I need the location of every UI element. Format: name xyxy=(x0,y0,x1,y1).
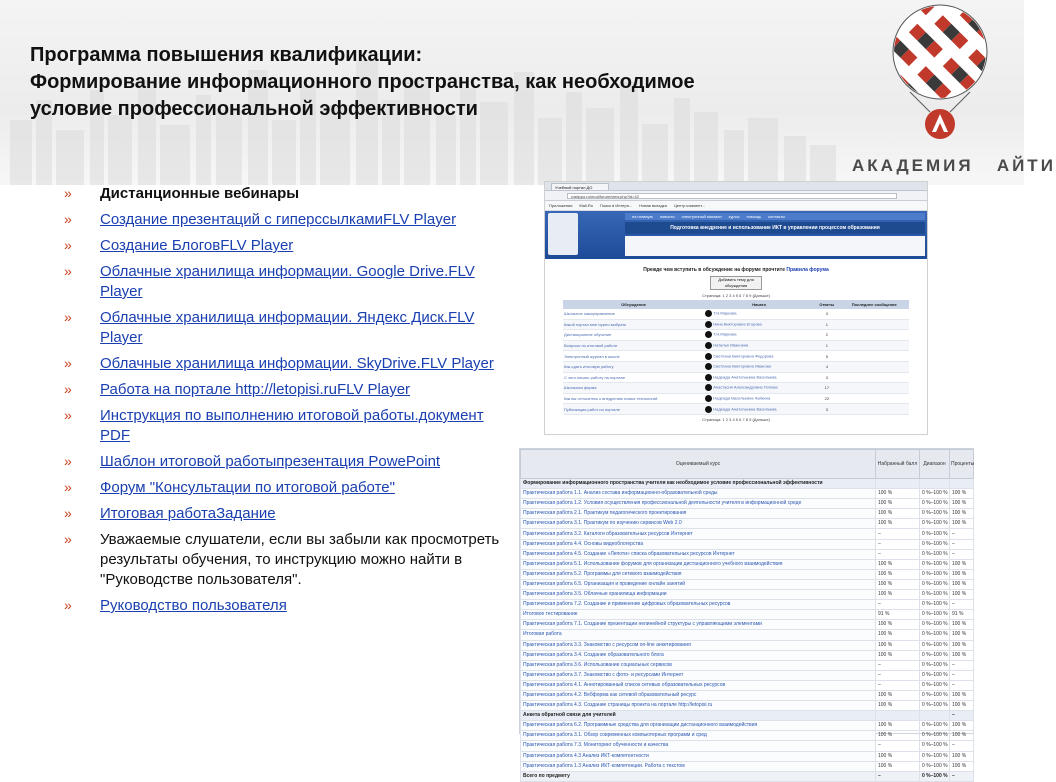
forum-author[interactable]: Светлана Викторовна Федорова xyxy=(704,351,814,362)
grade-item-name[interactable]: Практическая работа 1.2. Условия осуществления профессиональной деятельности учителя в информационной среде xyxy=(521,499,876,509)
forum-author[interactable]: Т.Н.Маркова xyxy=(704,309,814,319)
portal-login-panel xyxy=(625,236,925,256)
grade-percent: 100 % xyxy=(950,721,974,731)
grade-score: 100 % xyxy=(876,519,920,529)
grade-score: 100 % xyxy=(876,590,920,600)
grade-percent: – xyxy=(950,711,974,721)
grade-range: 0 %–100 % xyxy=(920,539,950,549)
forum-rules-link[interactable]: Правила форума xyxy=(786,267,829,273)
resource-link-item[interactable] xyxy=(64,262,504,302)
avatar-icon xyxy=(705,395,712,402)
grade-range: 0 %–100 % xyxy=(920,640,950,650)
grade-score: – xyxy=(876,549,920,559)
forum-prompt xyxy=(563,267,909,273)
grade-item-name[interactable]: Практическая работа 1.1. Анализ состава информационно-образовательной среды xyxy=(521,489,876,499)
grade-item-name[interactable]: Практическая работа 6.2. Программные средства для организации дистанционного взаимодействия xyxy=(521,721,876,731)
grade-row xyxy=(521,711,974,721)
grade-score: 91 % xyxy=(876,610,920,620)
grade-range: 0 %–100 % xyxy=(920,600,950,610)
grade-percent: 100 % xyxy=(950,761,974,771)
forum-column-header: Обсуждение xyxy=(563,300,704,309)
grade-item-name[interactable]: Практическая работа 3.7. Знакомство с фото- и ресурсами Интернет xyxy=(521,670,876,680)
forum-author[interactable]: Наталья Ивановна xyxy=(704,340,814,351)
grade-score: – xyxy=(876,771,920,781)
grade-score: 100 % xyxy=(876,731,920,741)
grade-score: 100 % xyxy=(876,569,920,579)
bullet-marker-icon: » xyxy=(64,211,72,227)
grade-score: 100 % xyxy=(876,751,920,761)
bullet-marker-icon: » xyxy=(64,237,72,253)
grade-percent: 100 % xyxy=(950,751,974,761)
grade-percent: 91 % xyxy=(950,610,974,620)
grade-row xyxy=(521,579,974,589)
grade-percent: 100 % xyxy=(950,509,974,519)
forum-body xyxy=(545,259,927,422)
grade-item-name[interactable]: Практическая работа 3.1. Практикум по изучению сервисов Web 2.0 xyxy=(521,519,876,529)
forum-column-header: Начато xyxy=(704,300,814,309)
forum-row xyxy=(563,309,909,319)
grades-screenshot xyxy=(519,448,975,779)
grade-row xyxy=(521,640,974,650)
forum-author[interactable]: Анастасия Александровна Попова xyxy=(704,383,814,394)
forum-last-post xyxy=(839,319,909,330)
grade-item-name[interactable]: Практическая работа 6.5. Организация и проведение онлайн занятий xyxy=(521,579,876,589)
forum-row xyxy=(563,404,909,415)
bullet-marker-icon: » xyxy=(64,309,72,325)
grade-range: 0 %–100 % xyxy=(920,509,950,519)
avatar-icon xyxy=(705,384,712,391)
resource-link-item[interactable] xyxy=(64,354,504,374)
avatar-icon xyxy=(705,353,712,360)
resource-link-item[interactable] xyxy=(64,406,504,446)
bullet-marker-icon: » xyxy=(64,479,72,495)
grade-item-name[interactable]: Итоговое тестирование xyxy=(521,610,876,620)
grade-item-name[interactable]: Практическая работа 4.3 Анализ ИКТ-компетентности xyxy=(521,751,876,761)
grade-score xyxy=(876,711,920,721)
grade-row xyxy=(521,479,974,489)
bullet-marker-icon: » xyxy=(64,355,72,371)
grade-percent: 100 % xyxy=(950,590,974,600)
grade-score: – xyxy=(876,670,920,680)
grades-column-header: Проценты xyxy=(950,450,974,479)
resource-link[interactable]: Работа на портале http://letopisi.ruFLV Player xyxy=(100,381,411,398)
avatar-icon xyxy=(705,374,712,381)
resource-link[interactable]: Облачные хранилища информации. SkyDrive.FLV Player xyxy=(100,355,494,372)
grade-percent: 100 % xyxy=(950,650,974,660)
grade-row xyxy=(521,650,974,660)
grade-range: 0 %–100 % xyxy=(920,559,950,569)
grade-row xyxy=(521,569,974,579)
title-line-1: Программа повышения квалификации: xyxy=(30,44,423,66)
avatar-icon xyxy=(705,321,712,328)
grades-column-header: Диапазон xyxy=(920,450,950,479)
grade-item-name[interactable]: Практическая работа 1.3 Анализ ИКТ-компетенции. Работа с текстом xyxy=(521,761,876,771)
resource-link-item[interactable] xyxy=(64,478,504,498)
grade-percent: 100 % xyxy=(950,640,974,650)
grade-range: 0 %–100 % xyxy=(920,771,950,781)
text-item xyxy=(64,530,504,590)
grade-range: 0 %–100 % xyxy=(920,579,950,589)
forum-topic-link[interactable]: Как вы относитесь к внедрению новых технологий xyxy=(563,393,704,404)
grade-percent: – xyxy=(950,680,974,690)
grade-percent: – xyxy=(950,660,974,670)
resource-link-item[interactable] xyxy=(64,380,504,400)
grade-row xyxy=(521,529,974,539)
grade-row xyxy=(521,610,974,620)
forum-author[interactable]: Надежда Анатольевна Васильева xyxy=(704,404,814,415)
grade-range: 0 %–100 % xyxy=(920,620,950,630)
grade-row xyxy=(521,509,974,519)
avatar-icon xyxy=(705,406,712,413)
forum-author[interactable]: Нина Викторовна Егорова xyxy=(704,319,814,330)
forum-row xyxy=(563,319,909,330)
grade-range: 0 %–100 % xyxy=(920,670,950,680)
portal-nav-item[interactable]: электронный магазин xyxy=(681,214,722,219)
grade-score: – xyxy=(876,600,920,610)
forum-author[interactable]: Т.Н.Маркова xyxy=(704,330,814,341)
forum-topic-link[interactable]: Публикация работ на портале xyxy=(563,404,704,415)
resource-link-item[interactable] xyxy=(64,308,504,348)
grade-row xyxy=(521,761,974,771)
forum-replies: 3 xyxy=(814,309,839,319)
grade-range: 0 %–100 % xyxy=(920,761,950,771)
grade-percent: 100 % xyxy=(950,519,974,529)
grade-percent: 100 % xyxy=(950,731,974,741)
grade-item-name[interactable]: Практическая работа 3.6. Использование социальных сервисов xyxy=(521,660,876,670)
grade-row xyxy=(521,731,974,741)
grade-score: 100 % xyxy=(876,701,920,711)
resource-link[interactable]: Создание БлоговFLV Player xyxy=(100,237,294,254)
forum-replies: 5 xyxy=(814,351,839,362)
forum-row xyxy=(563,361,909,372)
portal-banner: Подготовка внедрение и использование ИКТ в управлении процессом образования xyxy=(625,222,925,234)
grade-item-name[interactable]: Практическая работа 2.1. Практикум педагогического проектирования xyxy=(521,509,876,519)
grade-item-name[interactable]: Практическая работа 5.1. Использование форумов для организации дистанционного учебного взаимодействия xyxy=(521,559,876,569)
portal-nav-item[interactable]: контакты xyxy=(768,214,786,219)
grade-range: 0 %–100 % xyxy=(920,590,950,600)
grade-row xyxy=(521,549,974,559)
forum-topic-link[interactable]: Электронный журнал в школе xyxy=(563,351,704,362)
grade-score xyxy=(876,479,920,489)
forum-author[interactable]: Надежда Васильевна Чайкина xyxy=(704,393,814,404)
resource-link[interactable]: Форум "Консультации по итоговой работе" xyxy=(100,479,395,496)
bookmark-item[interactable]: Новая вкладка xyxy=(639,203,667,208)
grade-item-name[interactable]: Практическая работа 7.2. Создание и применение цифровых образовательных ресурсов xyxy=(521,600,876,610)
logo-separator xyxy=(981,156,989,175)
bullet-marker-icon: » xyxy=(64,381,72,397)
grade-percent: 100 % xyxy=(950,499,974,509)
grade-row xyxy=(521,489,974,499)
forum-screenshot xyxy=(544,181,928,435)
grade-row xyxy=(521,539,974,549)
grade-range: 0 %–100 % xyxy=(920,529,950,539)
forum-table xyxy=(563,300,909,415)
bullet-marker-icon: » xyxy=(64,597,72,613)
forum-topic-link[interactable]: Как сдать итоговую работу xyxy=(563,361,704,372)
portal-header xyxy=(545,211,927,259)
grade-range: 0 %–100 % xyxy=(920,489,950,499)
grade-score: – xyxy=(876,529,920,539)
grade-percent: – xyxy=(950,549,974,559)
forum-replies: 3 xyxy=(814,372,839,383)
grade-range: 0 %–100 % xyxy=(920,610,950,620)
bullet-marker-icon: » xyxy=(64,453,72,469)
forum-row xyxy=(563,351,909,362)
forum-topic-link[interactable]: Дистанционное обучение xyxy=(563,330,704,341)
resource-link[interactable]: Итоговая работаЗадание xyxy=(100,505,276,522)
grade-range: 0 %–100 % xyxy=(920,721,950,731)
resource-link[interactable]: Создание презентаций с гиперссылкамиFLV Player xyxy=(100,211,457,228)
grade-row xyxy=(521,701,974,711)
title-line-2: Формирование информационного пространства, как необходимое xyxy=(30,71,695,93)
forum-row xyxy=(563,383,909,394)
portal-emblem-icon xyxy=(548,213,578,255)
forum-row xyxy=(563,340,909,351)
forum-column-header: Ответы xyxy=(814,300,839,309)
grade-score: 100 % xyxy=(876,559,920,569)
grade-percent: 100 % xyxy=(950,690,974,700)
grade-item-name[interactable]: Практическая работа 3.1. Обзор современных компьютерных программ и сред xyxy=(521,731,876,741)
forum-last-post xyxy=(839,383,909,394)
resource-link[interactable]: Облачные хранилища информации. Яндекс Диск.FLV Player xyxy=(100,309,475,346)
grade-percent: – xyxy=(950,741,974,751)
grade-range: 0 %–100 % xyxy=(920,701,950,711)
grade-row xyxy=(521,751,974,761)
grade-row xyxy=(521,630,974,640)
grade-range: 0 %–100 % xyxy=(920,751,950,761)
grade-percent: 100 % xyxy=(950,559,974,569)
page-title xyxy=(30,42,850,123)
forum-author[interactable]: Светлана Викторовна Иванова xyxy=(704,361,814,372)
grade-percent: 100 % xyxy=(950,489,974,499)
grade-range xyxy=(920,711,950,721)
grades-table xyxy=(520,449,974,782)
resource-list xyxy=(64,184,504,622)
grade-range: 0 %–100 % xyxy=(920,741,950,751)
grade-row xyxy=(521,771,974,781)
grade-item-name[interactable]: Практическая работа 5.2. Программы для сетевого взаимодействия xyxy=(521,569,876,579)
forum-column-header: Последнее сообщение xyxy=(839,300,909,309)
forum-topic-link[interactable]: С чего начать работу на портале xyxy=(563,372,704,383)
grade-percent: – xyxy=(950,529,974,539)
academy-balloon-logo-icon xyxy=(880,0,1000,150)
grade-percent: – xyxy=(950,600,974,610)
browser-tabbar xyxy=(545,182,927,191)
grade-item-name[interactable]: Практическая работа 7.3. Мониторинг обученности и качества xyxy=(521,741,876,751)
forum-topic-link[interactable]: Вопросы по итоговой работе xyxy=(563,340,704,351)
forum-last-post xyxy=(839,351,909,362)
grade-range: 0 %–100 % xyxy=(920,680,950,690)
grades-column-header: Оцениваемый курс xyxy=(521,450,876,479)
forum-row xyxy=(563,393,909,404)
grade-percent: – xyxy=(950,670,974,680)
add-topic-button[interactable]: Добавить тему для обсуждения xyxy=(710,276,762,290)
grade-item-name[interactable]: Практическая работа 3.3. Знакомство с ресурсом on-line анкетирования xyxy=(521,640,876,650)
grade-item-name[interactable]: Практическая работа 4.5. Создание «Лепоти» списка образовательных ресурсов Интернет xyxy=(521,549,876,559)
resource-link[interactable]: Руководство пользователя xyxy=(100,597,287,614)
grade-row xyxy=(521,559,974,569)
portal-nav-item[interactable]: помощь xyxy=(746,214,762,219)
grade-score: 100 % xyxy=(876,640,920,650)
forum-replies: 1 xyxy=(814,340,839,351)
grade-range: 0 %–100 % xyxy=(920,660,950,670)
forum-prompt-text: Прежде чем вступить в обсуждение на форуме прочтите xyxy=(643,267,785,273)
forum-replies: 1 xyxy=(814,319,839,330)
grade-score: 100 % xyxy=(876,630,920,640)
resource-link-item[interactable] xyxy=(64,596,504,616)
grade-percent: 100 % xyxy=(950,569,974,579)
grade-range: 0 %–100 % xyxy=(920,650,950,660)
grade-row xyxy=(521,741,974,751)
grade-score: 100 % xyxy=(876,761,920,771)
grade-percent xyxy=(950,479,974,489)
grade-row xyxy=(521,721,974,731)
grade-score: 100 % xyxy=(876,721,920,731)
grade-item-name[interactable]: Практическая работа 3.5. Облачные хранилища информации xyxy=(521,590,876,600)
text-item xyxy=(64,184,504,204)
portal-nav xyxy=(625,213,925,220)
forum-pagination-bottom[interactable]: Страница: 1 2 3 4 5 6 7 8 9 (Дальше) xyxy=(702,416,770,422)
resource-link[interactable]: Инструкция по выполнению итоговой работы.документ PDF xyxy=(100,407,484,444)
forum-row xyxy=(563,330,909,341)
forum-topic-link[interactable]: Школьная форма xyxy=(563,383,704,394)
browser-url-field[interactable]: rostippo.ru/mod/forum/view.php?id=42 xyxy=(567,193,897,199)
forum-last-post xyxy=(839,404,909,415)
portal-nav-item[interactable]: на главную xyxy=(632,214,653,219)
grade-row xyxy=(521,680,974,690)
grade-percent: – xyxy=(950,539,974,549)
forum-last-post xyxy=(839,330,909,341)
grade-range: 0 %–100 % xyxy=(920,731,950,741)
grade-item-name[interactable]: Практическая работа 3.4. Создание образовательного блога xyxy=(521,650,876,660)
forum-last-post xyxy=(839,361,909,372)
browser-tab[interactable]: Учебный портал ДО xyxy=(551,183,609,190)
resource-link[interactable]: Шаблон итоговой работыпрезентация PowePoint xyxy=(100,453,441,470)
bullet-marker-icon: » xyxy=(64,185,72,201)
grade-item-name[interactable]: Практическая работа 7.1. Создание презентации нелинейной структуры с управляющими элементами xyxy=(521,620,876,630)
grade-item-name[interactable]: Итоговая работа xyxy=(521,630,876,640)
grade-item-name[interactable]: Практическая работа 3.2. Каталоги образовательных ресурсов Интернет xyxy=(521,529,876,539)
bookmark-item[interactable]: Центр коммент... xyxy=(673,203,706,208)
forum-pagination[interactable]: Страница: 1 2 3 4 5 6 7 8 9 (Дальше) xyxy=(702,293,770,298)
grade-item-name: Всего по предмету xyxy=(521,771,876,781)
bullet-marker-icon: » xyxy=(64,407,72,423)
resource-link-item[interactable] xyxy=(64,236,504,256)
portal-nav-item[interactable]: новости xyxy=(659,214,675,219)
bullet-marker-icon: » xyxy=(64,505,72,521)
forum-row xyxy=(563,372,909,383)
grade-row xyxy=(521,600,974,610)
grade-item-name: Анкета обратной связи для учителей xyxy=(521,711,876,721)
resource-link-item[interactable] xyxy=(64,452,504,472)
forum-topic-link[interactable]: Какой портал мне нужно выбрать xyxy=(563,319,704,330)
grade-score: 100 % xyxy=(876,650,920,660)
forum-last-post xyxy=(839,393,909,404)
grade-item-name[interactable]: Практическая работа 4.4. Основы видеоблогерства xyxy=(521,539,876,549)
bullet-marker-icon: » xyxy=(64,263,72,279)
grade-row xyxy=(521,670,974,680)
grade-score: – xyxy=(876,539,920,549)
grade-row xyxy=(521,519,974,529)
grade-row xyxy=(521,690,974,700)
bullet-marker-icon: » xyxy=(64,531,72,547)
forum-replies: 17 xyxy=(814,383,839,394)
grade-range: 0 %–100 % xyxy=(920,499,950,509)
forum-replies: 22 xyxy=(814,393,839,404)
forum-topic-link[interactable]: Школьное самоуправление xyxy=(563,309,704,319)
grade-item-name[interactable]: Практическая работа 4.1. Аннотированный список сетевых образовательных ресурсов xyxy=(521,680,876,690)
grade-percent: – xyxy=(950,771,974,781)
forum-replies: 2 xyxy=(814,330,839,341)
forum-replies: 4 xyxy=(814,361,839,372)
grade-range: 0 %–100 % xyxy=(920,630,950,640)
browser-address-bar xyxy=(545,191,927,201)
grade-item-name[interactable]: Практическая работа 4.3. Создание страницы проекта на портале http://letopisi.ru xyxy=(521,701,876,711)
grade-range xyxy=(920,479,950,489)
grade-row xyxy=(521,499,974,509)
item-text: Дистанционные вебинары xyxy=(100,185,300,202)
forum-last-post xyxy=(839,340,909,351)
grade-range: 0 %–100 % xyxy=(920,519,950,529)
grade-range: 0 %–100 % xyxy=(920,549,950,559)
grade-score: 100 % xyxy=(876,620,920,630)
bookmark-item[interactable]: Приложения xyxy=(549,203,573,208)
grade-percent: 100 % xyxy=(950,701,974,711)
grade-percent: 100 % xyxy=(950,620,974,630)
avatar-icon xyxy=(705,310,712,317)
resource-link-item[interactable] xyxy=(64,210,504,230)
grade-percent: 100 % xyxy=(950,630,974,640)
grade-score: – xyxy=(876,741,920,751)
grade-score: – xyxy=(876,660,920,670)
grade-item-name: Формирование информационного пространства учителя как необходимое условие профессиональной эффективности xyxy=(521,479,876,489)
title-line-3: условие профессиональной эффективности xyxy=(30,98,478,120)
logo-word-2: АЙТИ xyxy=(996,156,1056,175)
resource-link-item[interactable] xyxy=(64,504,504,524)
grade-row xyxy=(521,620,974,630)
grade-row xyxy=(521,660,974,670)
avatar-icon xyxy=(705,363,712,370)
academy-logo-text xyxy=(852,156,1056,176)
logo-word-1: АКАДЕМИЯ xyxy=(852,156,974,175)
forum-last-post xyxy=(839,309,909,319)
grades-column-header: Набранный балл xyxy=(876,450,920,479)
forum-last-post xyxy=(839,372,909,383)
resource-link[interactable]: Облачные хранилища информации. Google Drive.FLV Player xyxy=(100,263,475,300)
grade-score: – xyxy=(876,680,920,690)
grade-range: 0 %–100 % xyxy=(920,569,950,579)
avatar-icon xyxy=(705,331,712,338)
grade-score: 100 % xyxy=(876,499,920,509)
grade-score: 100 % xyxy=(876,579,920,589)
bookmark-item[interactable]: Mail.Ru xyxy=(579,203,593,208)
bookmark-item[interactable]: Поиск в Интерн... xyxy=(599,203,633,208)
item-text: Уважаемые слушатели, если вы забыли как просмотреть результаты обучения, то инструкцию можно найти в "Руководстве пользователя". xyxy=(100,531,500,588)
grade-row xyxy=(521,590,974,600)
grade-percent: 100 % xyxy=(950,579,974,589)
forum-author[interactable]: Надежда Анатольевна Васильева xyxy=(704,372,814,383)
portal-nav-item[interactable]: курсы xyxy=(728,214,740,219)
grade-score: 100 % xyxy=(876,690,920,700)
browser-bookmarks-bar xyxy=(545,201,927,211)
grade-item-name[interactable]: Практическая работа 4.2. Вебформа как сетевой образовательный ресурс xyxy=(521,690,876,700)
grade-score: 100 % xyxy=(876,489,920,499)
grade-score: 100 % xyxy=(876,509,920,519)
avatar-icon xyxy=(705,342,712,349)
grade-range: 0 %–100 % xyxy=(920,690,950,700)
forum-replies: 3 xyxy=(814,404,839,415)
